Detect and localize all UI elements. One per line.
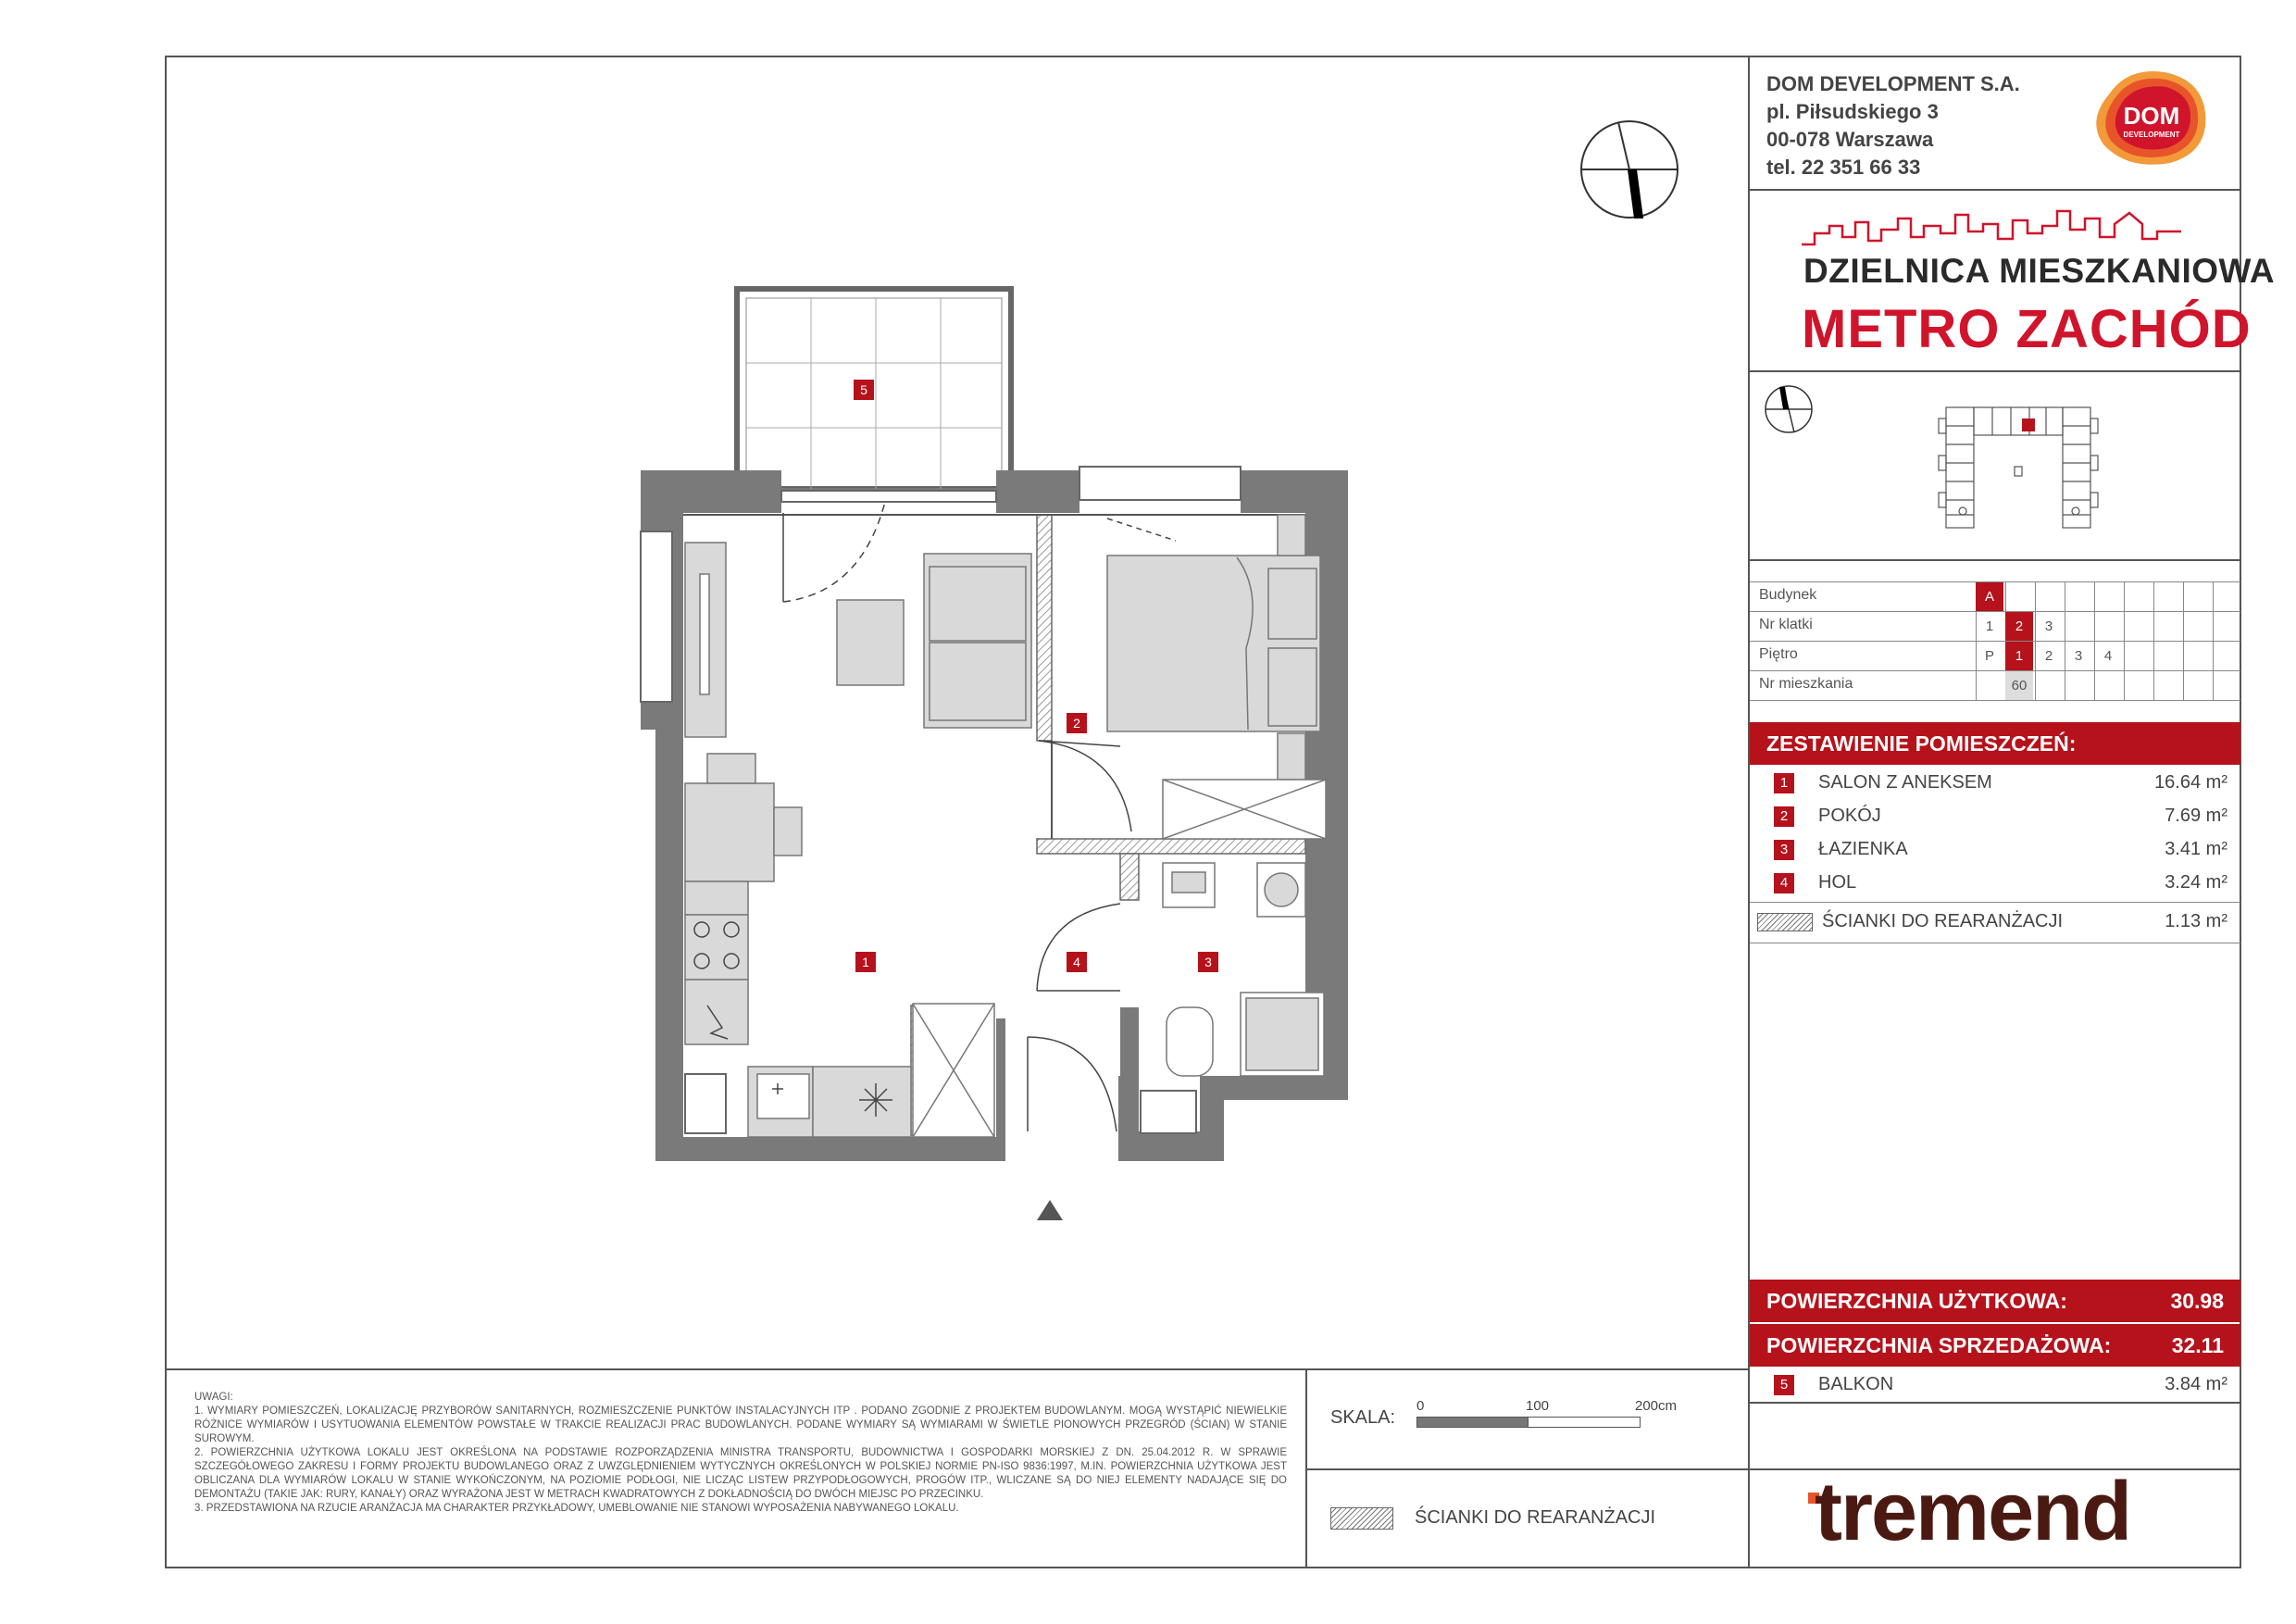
- room-area: 3.84 m²: [2165, 1374, 2227, 1394]
- divider: [1748, 370, 2241, 372]
- room-name: BALKON: [1818, 1374, 1894, 1394]
- room-area: 3.41 m²: [2165, 839, 2227, 859]
- sprzedazowa-label: POWIERZCHNIA SPRZEDAŻOWA:: [1766, 1333, 2112, 1357]
- room-number: 5: [1774, 1375, 1794, 1395]
- scianki-row: [1750, 906, 2240, 939]
- scianki-name: ŚCIANKI DO REARANŻACJI: [1822, 911, 2064, 931]
- table-line: [1750, 670, 2240, 671]
- plan-label-4: 4: [1067, 952, 1087, 972]
- room-number: 3: [1774, 840, 1794, 860]
- room-name: SALON Z ANEKSEM: [1818, 772, 1992, 793]
- floor-plan: [630, 278, 1361, 1241]
- klatka-label: Nr klatki: [1759, 617, 1813, 632]
- table-line: [1750, 902, 2240, 903]
- north-arrow-icon: [1578, 119, 1680, 220]
- note-item: 2. POWIERZCHNIA UŻYTKOWA LOKALU JEST OKREŚLONA NA PODSTAWIE ROZPORZĄDZENIA MINISTRA TRANSPORTU, BUDOWNICTWA I GOSPODARKI MORSKIEJ Z DN. 25.04.2012 R. W SPRAWIE SZCZEGÓŁOWEGO ZAKRESU I FORMY PROJEKTU BUDOWLANEGO ORAZ Z UWZGLĘDNIENIEM WYTYCZNYCH OKREŚLONYCH W POLSKIEJ NORMIE PN-ISO 9836:1997, M.IN. POWIERZCHNIA UŻYTKOWA JEST OBLICZANA DLA WYMIARÓW LOKALU W STANIE WYKOŃCZONYM, NA POZIOMIE PODŁOGI, NIE LICZĄC LISTEW PRZYPODŁOGOWYCH, PROGÓW ITP., WLICZANE SĄ DO NIEJ ELEMENTY NADAJĄCE SIĘ DO DEMONTAŻU (TAKIE JAK: RURY, KANAŁY) ORAZ WYRAŻONA JEST W METRACH KWADRATOWYCH Z DOKŁADNOŚCIĄ DO DWÓCH MIEJSC PO PRZECINKU.: [194, 1447, 1287, 1500]
- room-row: [1750, 833, 2240, 867]
- table-line: [2035, 581, 2036, 700]
- table-line: [1750, 700, 2240, 701]
- table-line: [2124, 581, 2125, 700]
- scale-label: SKALA:: [1330, 1407, 1396, 1428]
- divider: [165, 1368, 1750, 1370]
- room-name: POKÓJ: [1818, 806, 1881, 826]
- table-line: [2153, 581, 2154, 700]
- uzytkowa-label: POWIERZCHNIA UŻYTKOWA:: [1766, 1289, 2067, 1313]
- pietro-1: 1: [2005, 642, 2033, 670]
- scale-tick-100: 100: [1526, 1398, 1550, 1414]
- total-uzytkowa: [1750, 1280, 2240, 1322]
- room-name: ŁAZIENKA: [1818, 839, 1908, 859]
- divider: [1748, 189, 2241, 191]
- scianki-area: 1.13 m²: [2165, 911, 2227, 931]
- total-sprzedazowa: [1750, 1324, 2240, 1367]
- pietro-4: 4: [2103, 648, 2113, 664]
- company-address1: pl. Piłsudskiego 3: [1766, 100, 1939, 123]
- notes: [194, 1391, 1287, 1516]
- table-line: [2183, 581, 2184, 700]
- tremend-logo: tremend: [1815, 1466, 2131, 1558]
- pietro-label: Piętro: [1759, 646, 1798, 662]
- room-row: [1750, 867, 2240, 900]
- company-address2: 00-078 Warszawa: [1766, 128, 1934, 151]
- room-number: 4: [1774, 873, 1794, 893]
- table-line: [2213, 581, 2214, 700]
- scale-tick-200: 200cm: [1635, 1398, 1678, 1414]
- scale-bar: [1528, 1417, 1641, 1428]
- klatka-1: 1: [1985, 618, 1994, 634]
- note-item: 1. WYMIARY POMIESZCZEŃ, LOKALIZACJĘ PRZYBORÓW SANITARNYCH, ROZMIESZCZENIE PUNKTÓW INSTALACYJNYCH ITP . PODANO ZGODNIE Z PROJEKTEM BUDOWLANYM. MOGĄ WYSTĄPIĆ NIEWIELKIE RÓŻNICE WYMIARÓW I USYTUOWANIA ELEMENTÓW POWSTAŁE W TRAKCIE REALIZACJI PRAC BUDOWLANYCH. PODANE WYMIARY SĄ WYMIARAMI W ŚWIETLE PIONOWYCH PRZEGRÓD (ŚCIAN) W STANIE SUROWYM.: [194, 1405, 1287, 1444]
- table-line: [2094, 581, 2095, 700]
- balcony: [737, 289, 1011, 489]
- uzytkowa-value: 30.98: [2170, 1289, 2224, 1313]
- room-area: 16.64 m²: [2154, 772, 2227, 793]
- company-phone: tel. 22 351 66 33: [1766, 156, 1921, 179]
- klatka-3: 3: [2044, 618, 2053, 634]
- pietro-p: P: [1984, 648, 1994, 664]
- site-north-icon: [1763, 383, 1815, 435]
- divider: [1748, 559, 2241, 561]
- sprzedazowa-value: 32.11: [2171, 1333, 2224, 1357]
- company-name: DOM DEVELOPMENT S.A.: [1766, 72, 2020, 95]
- balkon-row: [1750, 1368, 2240, 1402]
- note-item: 3. PRZEDSTAWIONA NA RZUCIE ARANŻACJA MA CHARAKTER PRZYKŁADOWY, UMEBLOWANIE NIE STANOWI WYPOSAŻENIA NABYWANEGO LOKALU.: [194, 1503, 959, 1514]
- dom-development-logo: [2090, 67, 2211, 169]
- site-plan-map: [1937, 400, 2100, 531]
- skyline-icon: [1802, 206, 2181, 252]
- room-area: 7.69 m²: [2165, 806, 2227, 826]
- room-row: [1750, 800, 2240, 833]
- logo-subtext: DEVELOPMENT: [2123, 131, 2180, 139]
- logo-text: DOM: [2123, 102, 2180, 130]
- mieszkanie-value: 60: [2005, 671, 2033, 700]
- rooms-header: ZESTAWIENIE POMIESZCZEŃ:: [1750, 722, 2240, 765]
- brand-line2: METRO ZACHÓD: [1802, 299, 2252, 359]
- plan-label-1: 1: [855, 952, 876, 972]
- plan-label-2: 2: [1067, 713, 1087, 733]
- budynek-value: A: [1976, 582, 2003, 611]
- room-row: [1750, 767, 2240, 800]
- scale-bar: [1416, 1417, 1529, 1428]
- plan-label-5: 5: [854, 380, 874, 400]
- plan-label-3: 3: [1198, 952, 1218, 972]
- legend-hatch: [1330, 1507, 1393, 1530]
- room-number: 1: [1774, 773, 1794, 793]
- divider: [1748, 1402, 2241, 1404]
- company-info: [1766, 70, 2020, 181]
- brand-line1: DZIELNICA MIESZKANIOWA: [1803, 252, 2276, 290]
- room-number: 2: [1774, 806, 1794, 827]
- legend-label: ŚCIANKI DO REARANŻACJI: [1415, 1507, 1656, 1528]
- mieszkanie-label: Nr mieszkania: [1759, 676, 1853, 692]
- klatka-2: 2: [2005, 612, 2033, 641]
- notes-title: UWAGI:: [194, 1392, 233, 1403]
- room-area: 3.24 m²: [2165, 872, 2227, 893]
- hatch-swatch: [1757, 913, 1813, 931]
- entrance-arrow-icon: [1037, 1200, 1063, 1220]
- room-name: HOL: [1818, 872, 1857, 893]
- pietro-2: 2: [2044, 648, 2053, 664]
- scale-tick-0: 0: [1416, 1398, 1425, 1414]
- budynek-label: Budynek: [1759, 587, 1817, 603]
- pietro-3: 3: [2074, 648, 2083, 664]
